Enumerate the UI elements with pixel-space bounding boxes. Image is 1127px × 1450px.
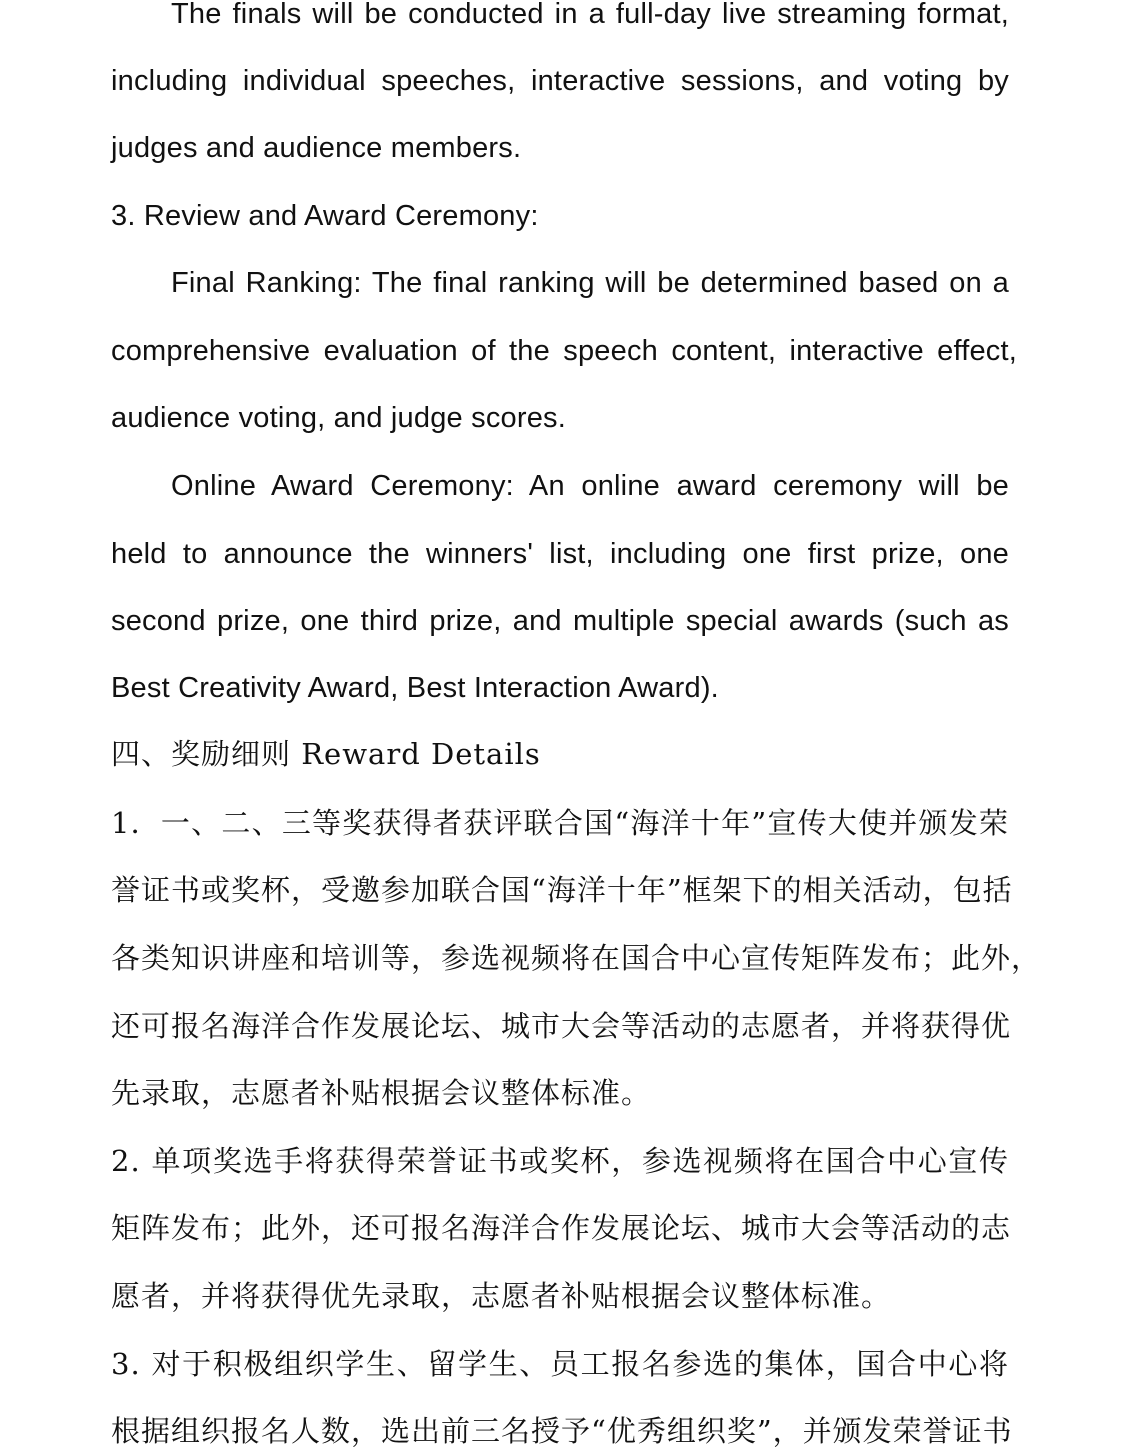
- online-award-line-1: Online Award Ceremony: An online award ceremony will be: [171, 470, 1009, 502]
- reward-2-line-2: 矩阵发布；此外，还可报名海洋合作发展论坛、城市大会等活动的志: [111, 1211, 1012, 1245]
- section-4-heading: 四、奖励细则 Reward Details: [111, 737, 541, 771]
- final-ranking-line-3: audience voting, and judge scores.: [111, 402, 566, 434]
- reward-2-line-3: 愿者，并将获得优先录取，志愿者补贴根据会议整体标准。: [111, 1279, 892, 1313]
- final-ranking-line-2: comprehensive evaluation of the speech content, interactive effect,: [111, 335, 1017, 367]
- reward-2-line-1: 2. 单项奖选手将获得荣誉证书或奖杯，参选视频将在国合中心宣传: [111, 1144, 1009, 1178]
- finals-paragraph-line-1: The finals will be conducted in a full-day live streaming format,: [171, 0, 1009, 30]
- online-award-line-4: Best Creativity Award, Best Interaction Award).: [111, 672, 719, 704]
- reward-1-line-5: 先录取，志愿者补贴根据会议整体标准。: [111, 1076, 652, 1110]
- reward-1-line-2: 誉证书或奖杯，受邀参加联合国“海洋十年”框架下的相关活动，包括: [111, 873, 1013, 907]
- finals-paragraph-line-2: including individual speeches, interactive sessions, and voting by: [111, 65, 1009, 97]
- online-award-line-3: second prize, one third prize, and multiple special awards (such as: [111, 605, 1009, 637]
- reward-1-line-1: 1．一、二、三等奖获得者获评联合国“海洋十年”宣传大使并颁发荣: [111, 806, 1009, 840]
- reward-1-line-4: 还可报名海洋合作发展论坛、城市大会等活动的志愿者，并将获得优: [111, 1009, 1012, 1043]
- final-ranking-line-1: Final Ranking: The final ranking will be determined based on a: [171, 267, 1009, 299]
- reward-3-line-2: 根据组织报名人数，选出前三名授予“优秀组织奖”，并颁发荣誉证书: [111, 1414, 1013, 1448]
- reward-3-line-1: 3. 对于积极组织学生、留学生、员工报名参选的集体，国合中心将: [111, 1347, 1009, 1381]
- review-award-heading: 3. Review and Award Ceremony:: [111, 200, 539, 232]
- reward-1-line-3: 各类知识讲座和培训等，参选视频将在国合中心宣传矩阵发布；此外，: [111, 941, 1042, 975]
- finals-paragraph-line-3: judges and audience members.: [111, 132, 522, 164]
- online-award-line-2: held to announce the winners' list, including one first prize, one: [111, 538, 1009, 570]
